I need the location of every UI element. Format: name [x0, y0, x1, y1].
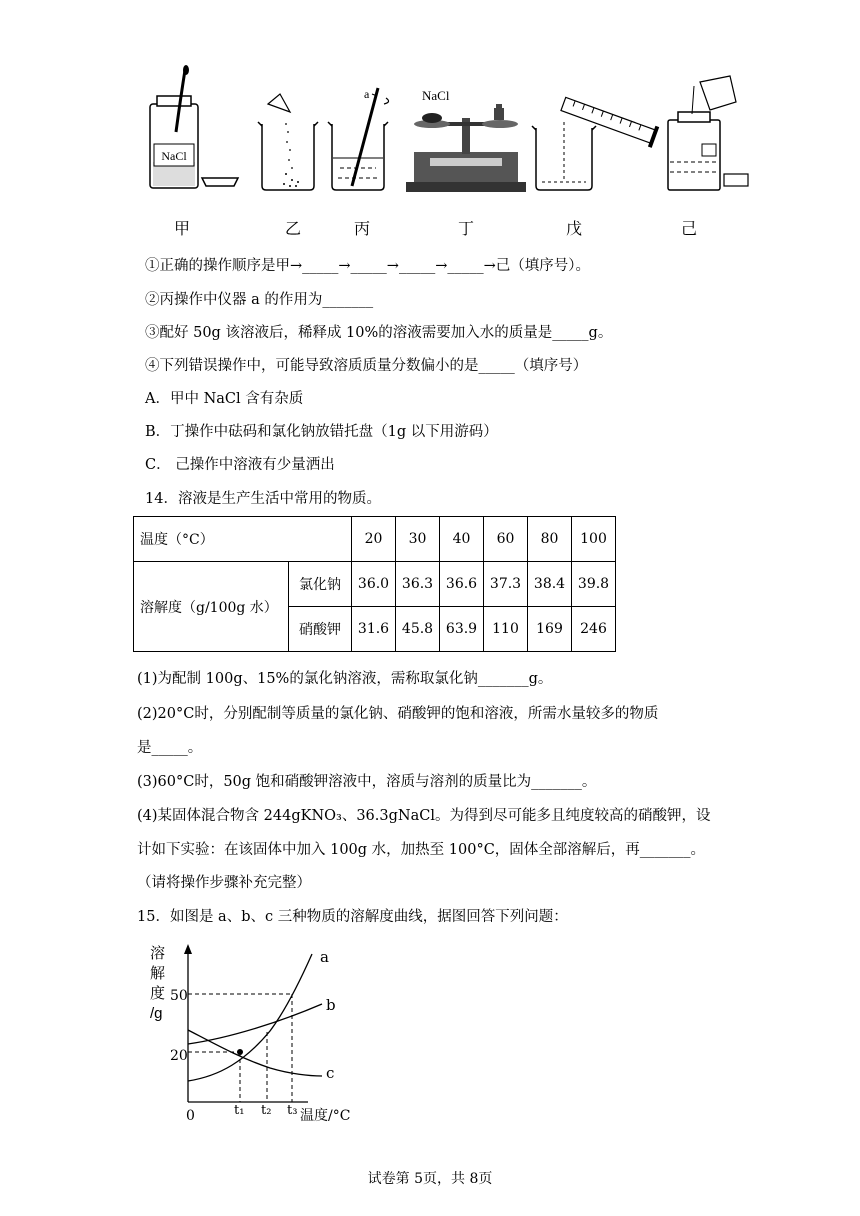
temp-cell: 30 — [396, 517, 440, 562]
q14-part4b: 计如下实验：在该固体中加入 100g 水，加热至 100°C，固体全部溶解后，再_______。 — [137, 842, 706, 858]
apparatus-figure — [140, 62, 750, 212]
q14-title: 14．溶液是生产生活中常用的物质。 — [145, 491, 381, 507]
page-footer: 试卷第 5页，共 8页 — [367, 1171, 493, 1187]
value-cell: 36.6 — [440, 562, 484, 607]
value-cell: 63.9 — [440, 607, 484, 652]
bottle-ji — [668, 76, 748, 190]
value-cell: 38.4 — [528, 562, 572, 607]
q14-part1: (1)为配制 100g、15%的氯化钠溶液，需称取氯化钠_______g。 — [137, 671, 553, 687]
label-yi: 乙 — [285, 219, 302, 238]
instrument-a-label: a — [364, 87, 370, 101]
q13-option-a: A．甲中 NaCl 含有杂质 — [145, 391, 304, 407]
intersection-point — [237, 1049, 243, 1055]
x-axis-label: 温度/°C — [300, 1108, 351, 1124]
label-jia: 甲 — [174, 219, 191, 238]
curve-a — [188, 954, 312, 1081]
q13-part1: ①正确的操作顺序是甲→_____→_____→_____→_____→己（填序号）。 — [145, 258, 590, 274]
table-row — [134, 562, 616, 607]
temp-cell: 60 — [484, 517, 528, 562]
q14-part3: (3)60°C时，50g 饱和硝酸钾溶液中，溶质与溶剂的质量比为_______。 — [137, 774, 597, 790]
y-axis-label-3: 度 — [150, 984, 166, 1002]
reagent-bottle-jia — [150, 65, 238, 188]
value-cell: 39.8 — [572, 562, 616, 607]
value-cell: 37.3 — [484, 562, 528, 607]
table-row — [134, 517, 616, 562]
temp-cell: 100 — [572, 517, 616, 562]
x-tick-t3: t₃ — [287, 1103, 298, 1118]
temp-header-cell: 温度（°C） — [134, 517, 352, 562]
bottle-label: NaCl — [161, 149, 187, 163]
solubility-header-cell: 溶解度（g/100g 水） — [134, 562, 289, 652]
label-bing: 丙 — [354, 219, 371, 238]
value-cell: 45.8 — [396, 607, 440, 652]
q13-part4: ④下列错误操作中，可能导致溶质质量分数偏小的是_____（填序号） — [145, 358, 588, 374]
temp-cell: 40 — [440, 517, 484, 562]
x-tick-t1: t₁ — [234, 1103, 245, 1118]
curve-c — [188, 1030, 322, 1076]
curve-label-b: b — [326, 996, 336, 1014]
substance-name-cell: 硝酸钾 — [289, 607, 352, 652]
solubility-curve-graph — [140, 936, 360, 1126]
y-axis-label-1: 溶 — [150, 944, 166, 962]
q13-part2: ②丙操作中仪器 a 的作用为_______ — [145, 292, 374, 308]
balance-ding — [406, 88, 526, 192]
q13-option-c: C． 己操作中溶液有少量洒出 — [145, 457, 335, 473]
y-tick-50: 50 — [170, 988, 188, 1004]
q13-option-b: B．丁操作中砝码和氯化钠放错托盘（1g 以下用游码） — [145, 424, 498, 440]
q14-part2a: (2)20°C时，分别配制等质量的氯化钠、硝酸钾的饱和溶液，所需水量较多的物质 — [137, 706, 659, 722]
value-cell: 36.3 — [396, 562, 440, 607]
q14-part4a: (4)某固体混合物含 244gKNO₃、36.3gNaCl。为得到尽可能多且纯度较高的硝酸钾，设 — [137, 808, 711, 824]
beaker-bing — [328, 87, 389, 190]
value-cell: 110 — [484, 607, 528, 652]
label-wu: 戊 — [566, 219, 583, 238]
beaker-yi — [258, 94, 318, 190]
y-tick-20: 20 — [170, 1048, 188, 1064]
q14-part2b: 是_____。 — [137, 740, 203, 756]
solubility-table — [133, 516, 616, 652]
x-tick-0: 0 — [186, 1108, 195, 1124]
q15-title: 15．如图是 a、b、c 三种物质的溶解度曲线，据图回答下列问题： — [137, 909, 568, 925]
value-cell: 246 — [572, 607, 616, 652]
curve-b — [188, 1004, 322, 1044]
curve-label-c: c — [326, 1064, 335, 1082]
temp-cell: 80 — [528, 517, 572, 562]
balance-nacl-label: NaCl — [422, 88, 450, 103]
x-tick-t2: t₂ — [261, 1103, 272, 1118]
temp-cell: 20 — [352, 517, 396, 562]
q14-part4c: （请将操作步骤补充完整） — [137, 875, 311, 891]
beaker-wu — [532, 94, 659, 190]
label-ji: 己 — [681, 219, 698, 238]
value-cell: 36.0 — [352, 562, 396, 607]
curve-label-a: a — [320, 948, 329, 966]
value-cell: 169 — [528, 607, 572, 652]
substance-name-cell: 氯化钠 — [289, 562, 352, 607]
y-axis-label-2: 解 — [150, 964, 166, 982]
y-axis-label-4: /g — [150, 1005, 163, 1022]
q13-part3: ③配好 50g 该溶液后，稀释成 10%的溶液需要加入水的质量是_____g。 — [145, 325, 613, 341]
value-cell: 31.6 — [352, 607, 396, 652]
label-ding: 丁 — [458, 219, 475, 238]
